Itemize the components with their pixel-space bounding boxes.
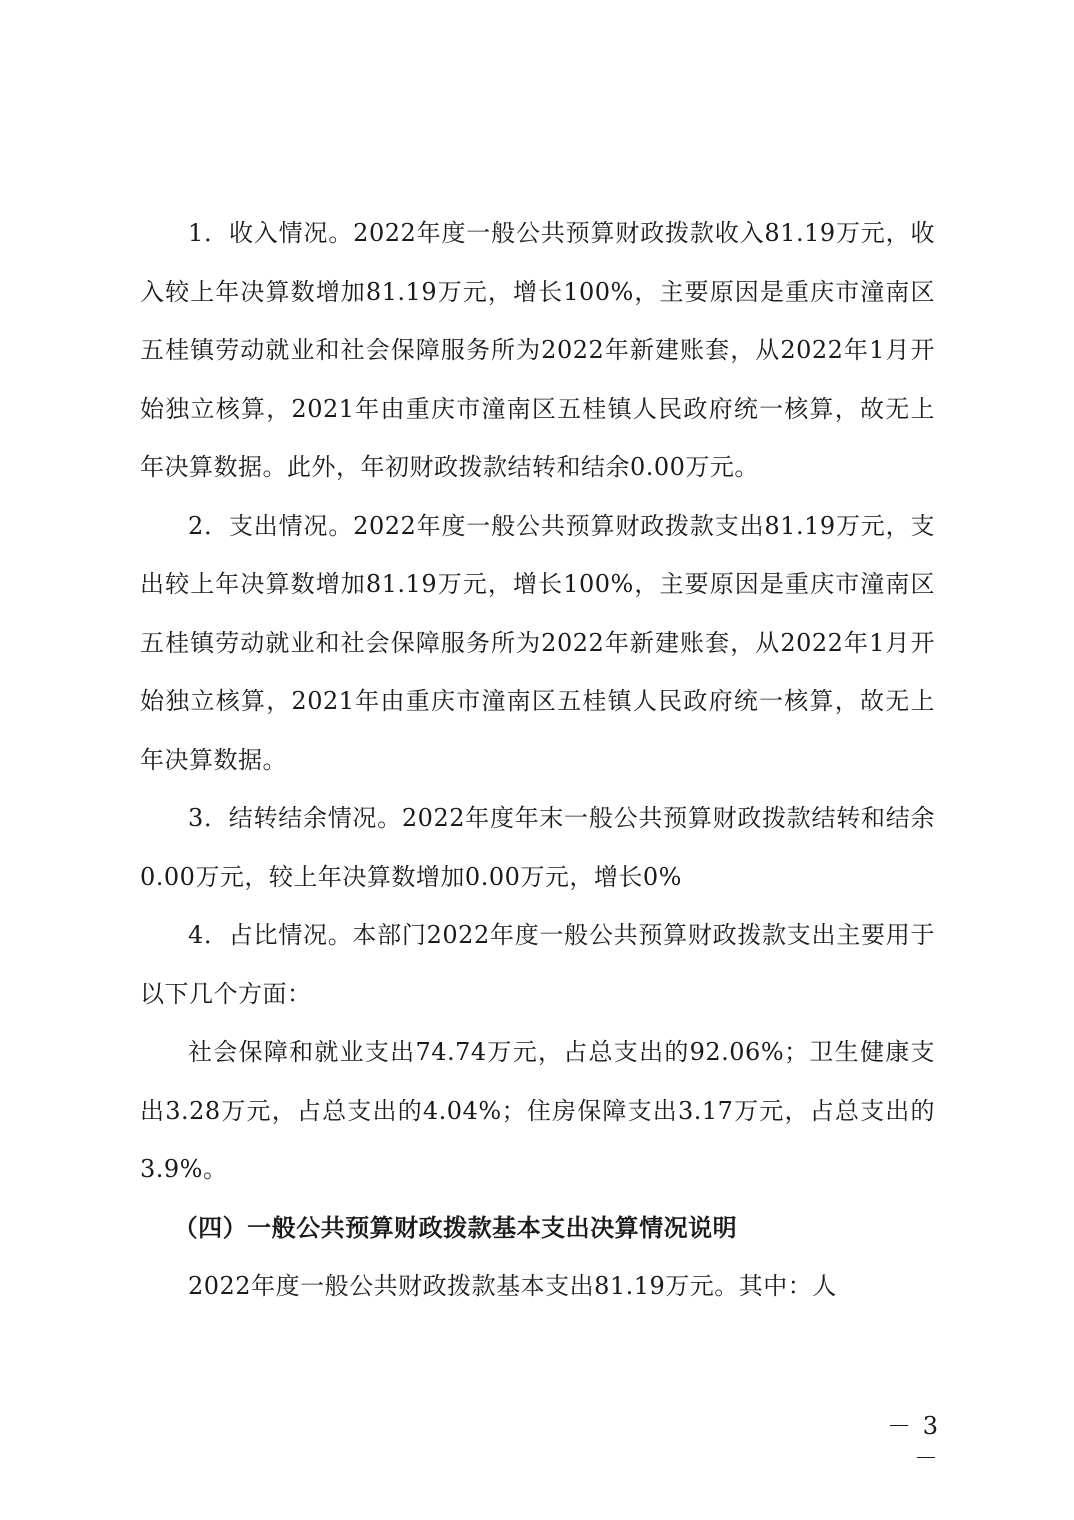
paragraph-basic-expenditure: 2022年度一般公共财政拨款基本支出81.19万元。其中：人	[188, 1272, 837, 1300]
paragraph-expenditure: 2．支出情况。2022年度一般公共预算财政拨款支出81.19万元，支出较上年决算数增加81.19万元，增长100%，主要原因是重庆市潼南区五桂镇劳动就业和社会保障服务所为2022年新建账套，从2022年1月开始独立核算，2021年由重庆市潼南区五桂镇人民政府统一核算，故无上年决算数据。	[140, 511, 935, 774]
paragraph-income: 1．收入情况。2022年度一般公共预算财政拨款收入81.19万元，收入较上年决算数增加81.19万元，增长100%，主要原因是重庆市潼南区五桂镇劳动就业和社会保障服务所为2022年新建账套，从2022年1月开始独立核算，2021年由重庆市潼南区五桂镇人民政府统一核算，故无上年决算数据。此外，年初财政拨款结转和结余0.00万元。	[140, 219, 935, 481]
section-heading	[140, 1199, 935, 1258]
paragraph-proportion-detail: 社会保障和就业支出74.74万元，占总支出的92.06%；卫生健康支出3.28万元，占总支出的4.04%；住房保障支出3.17万元，占总支出的3.9%。	[140, 1038, 935, 1183]
page-number: － 3 －	[887, 1412, 940, 1472]
paragraph-proportion: 4．占比情况。本部门2022年度一般公共预算财政拨款支出主要用于以下几个方面：	[140, 921, 935, 1008]
paragraph-carryover: 3．结转结余情况。2022年度年末一般公共预算财政拨款结转和结余0.00万元，较上年决算数增加0.00万元，增长0%	[140, 804, 935, 891]
document-body	[140, 204, 935, 1316]
section-heading-text: （四）一般公共预算财政拨款基本支出决算情况说明	[173, 1212, 738, 1242]
